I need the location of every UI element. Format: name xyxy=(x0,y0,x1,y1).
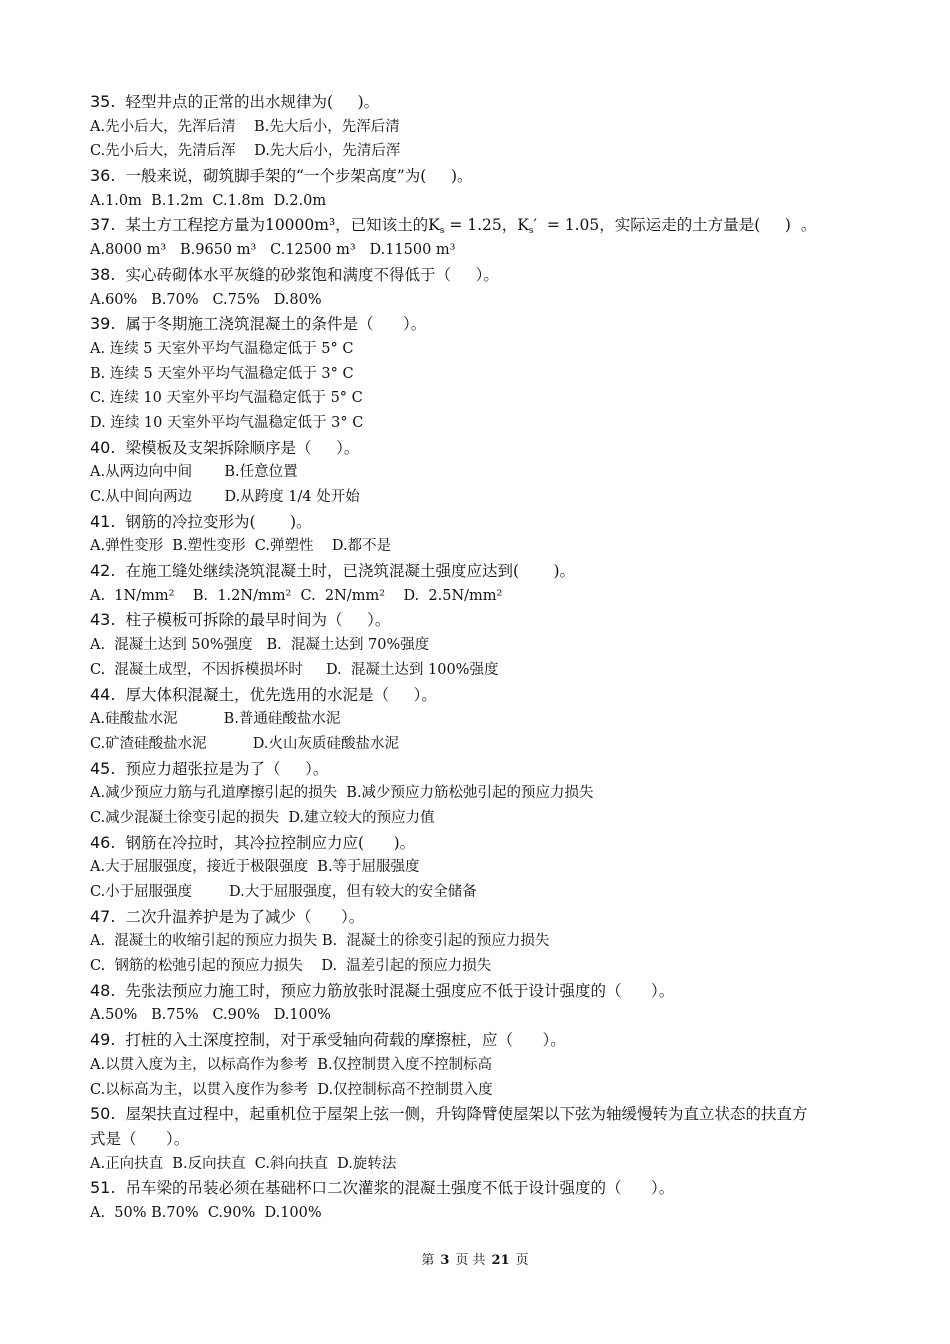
question-stem: 梁模板及支架拆除顺序是（ ）。 xyxy=(125,438,360,457)
question-number: 46. xyxy=(90,832,116,852)
options-line: A. 50% B.70% C.90% D.100% xyxy=(90,1204,322,1221)
question-number: 48. xyxy=(90,980,116,1000)
options-line: C.减少混凝土徐变引起的损失 D.建立较大的预应力值 xyxy=(90,809,435,826)
question-43 xyxy=(90,608,870,633)
footer-prefix: 第 xyxy=(421,1253,435,1268)
footer-suffix: 页 xyxy=(515,1253,529,1268)
question-stem: 某土方工程挖方量为10000m³，已知该土的K xyxy=(125,216,440,235)
question-stem: 一般来说，砌筑脚手架的“一个步架高度”为( )。 xyxy=(125,167,473,186)
options-line: A.弹性变形 B.塑性变形 C.弹塑性 D.都不是 xyxy=(90,538,392,555)
options-line: A.硅酸盐水泥 B.普通硅酸盐水泥 xyxy=(90,711,341,728)
options-line: A.从两边向中间 B.任意位置 xyxy=(90,464,298,481)
question-stem-part-2: = 1.25，K xyxy=(444,216,529,235)
option-b: B. 连续 5 天室外平均气温稳定低于 3° C xyxy=(90,365,354,382)
question-44 xyxy=(90,683,870,708)
question-stem: 钢筋在冷拉时，其冷拉控制应力应( )。 xyxy=(125,833,416,852)
question-36 xyxy=(90,164,870,189)
options-line: C.从中间向两边 D.从跨度 1/4 处开始 xyxy=(90,489,360,505)
options-line: C.先小后大，先清后浑 D.先大后小，先清后浑 xyxy=(90,143,401,160)
options-line: A. 1N/mm² B. 1.2N/mm² C. 2N/mm² D. 2.5N/mm² xyxy=(90,587,503,604)
option-d: D. 连续 10 天室外平均气温稳定低于 3° C xyxy=(90,414,364,431)
options-line: C. 混凝土成型，不因拆模损坏时 D. 混凝土达到 100%强度 xyxy=(90,661,499,678)
options-line: A.60% B.70% C.75% D.80% xyxy=(90,291,322,308)
options-line: A.8000 m³ B.9650 m³ C.12500 m³ D.11500 m³ xyxy=(90,242,456,259)
question-47 xyxy=(90,905,870,930)
current-page-number: 3 xyxy=(440,1253,450,1268)
question-number: 51. xyxy=(90,1178,116,1198)
question-number: 43. xyxy=(90,610,116,630)
question-number: 49. xyxy=(90,1030,116,1050)
question-stem: 二次升温养护是为了减少（ ）。 xyxy=(125,907,365,926)
question-number: 42. xyxy=(90,561,116,581)
question-stem: 在施工缝处继续浇筑混凝土时，已浇筑混凝土强度应达到( )。 xyxy=(125,562,576,581)
question-stem-part-3: ′ = 1.05，实际运走的土方量是( ) 。 xyxy=(533,216,817,235)
options-line: C.以标高为主，以贯入度作为参考 D.仅控制标高不控制贯入度 xyxy=(90,1081,493,1098)
page-footer xyxy=(0,1249,950,1268)
question-stem: 厚大体积混凝土，优先选用的水泥是（ ）。 xyxy=(125,685,437,704)
question-37 xyxy=(90,213,870,238)
question-stem: 属于冬期施工浇筑混凝土的条件是（ ）。 xyxy=(125,315,427,334)
question-number: 37. xyxy=(90,215,116,235)
question-41 xyxy=(90,510,870,535)
question-50 xyxy=(90,1102,870,1127)
options-line: A.先小后大，先浑后清 B.先大后小，先浑后清 xyxy=(90,118,400,135)
question-stem: 钢筋的冷拉变形为( )。 xyxy=(125,512,312,531)
option-c: C. 连续 10 天室外平均气温稳定低于 5° C xyxy=(90,390,363,407)
question-51 xyxy=(90,1176,870,1201)
question-stem: 轻型井点的正常的出水规律为( )。 xyxy=(125,93,380,111)
question-number: 44. xyxy=(90,684,116,704)
options-line: C.矿渣硅酸盐水泥 D.火山灰质硅酸盐水泥 xyxy=(90,735,399,752)
question-number: 47. xyxy=(90,906,116,926)
question-list xyxy=(90,90,870,1226)
footer-middle: 页 共 xyxy=(455,1253,486,1268)
options-line: C. 钢筋的松弛引起的预应力损失 D. 温差引起的预应力损失 xyxy=(90,958,492,975)
question-40 xyxy=(90,436,870,461)
options-line: A.正向扶直 B.反向扶直 C.斜向扶直 D.旋转法 xyxy=(90,1155,397,1172)
subscript-s: s xyxy=(528,226,534,237)
options-line: A.50% B.75% C.90% D.100% xyxy=(90,1007,331,1024)
question-number: 50. xyxy=(90,1104,116,1124)
options-line: A.1.0m B.1.2m C.1.8m D.2.0m xyxy=(90,192,327,209)
options-line: A. 混凝土达到 50%强度 B. 混凝土达到 70%强度 xyxy=(90,637,430,654)
question-number: 39. xyxy=(90,314,116,334)
question-35 xyxy=(90,90,870,115)
options-line: A.大于屈服强度，接近于极限强度 B.等于屈服强度 xyxy=(90,859,420,876)
options-line: C.小于屈服强度 D.大于屈服强度，但有较大的安全储备 xyxy=(90,884,477,900)
options-line: A.减少预应力筋与孔道摩擦引起的损失 B.减少预应力筋松弛引起的预应力损失 xyxy=(90,785,594,802)
options-line: A.以贯入度为主，以标高作为参考 B.仅控制贯入度不控制标高 xyxy=(90,1056,493,1073)
question-stem: 预应力超张拉是为了（ ）。 xyxy=(125,759,329,778)
question-stem: 屋架扶直过程中，起重机位于屋架上弦一侧，升钩降臂使屋架以下弦为轴缓慢转为直立状态的扶直方 xyxy=(125,1105,808,1124)
question-39 xyxy=(90,312,870,337)
question-38 xyxy=(90,263,870,288)
question-stem: 先张法预应力施工时，预应力筋放张时混凝土强度应不低于设计强度的（ ）。 xyxy=(125,981,675,1000)
total-page-count: 21 xyxy=(491,1253,510,1268)
question-45 xyxy=(90,757,870,782)
question-number: 41. xyxy=(90,511,116,531)
question-number: 45. xyxy=(90,758,116,778)
question-48 xyxy=(90,979,870,1004)
option-a: A. 连续 5 天室外平均气温稳定低于 5° C xyxy=(90,340,354,357)
options-line: A. 混凝土的收缩引起的预应力损失 B. 混凝土的徐变引起的预应力损失 xyxy=(90,933,550,950)
question-stem-continuation: 式是（ ）。 xyxy=(90,1129,190,1148)
question-stem: 柱子模板可拆除的最早时间为（ ）。 xyxy=(125,611,391,630)
question-number: 40. xyxy=(90,437,116,457)
question-42 xyxy=(90,559,870,584)
question-46 xyxy=(90,831,870,856)
question-number: 36. xyxy=(90,166,116,186)
subscript-s: s xyxy=(439,226,445,237)
question-number: 35. xyxy=(90,92,116,111)
question-49 xyxy=(90,1028,870,1053)
question-number: 38. xyxy=(90,264,116,284)
question-stem: 吊车梁的吊装必须在基础杯口二次灌浆的混凝土强度不低于设计强度的（ ）。 xyxy=(125,1179,675,1198)
question-stem: 实心砖砌体水平灰缝的砂浆饱和满度不得低于（ ）。 xyxy=(125,265,499,284)
question-stem: 打桩的入土深度控制，对于承受轴向荷载的摩擦桩，应（ ）。 xyxy=(125,1031,566,1050)
